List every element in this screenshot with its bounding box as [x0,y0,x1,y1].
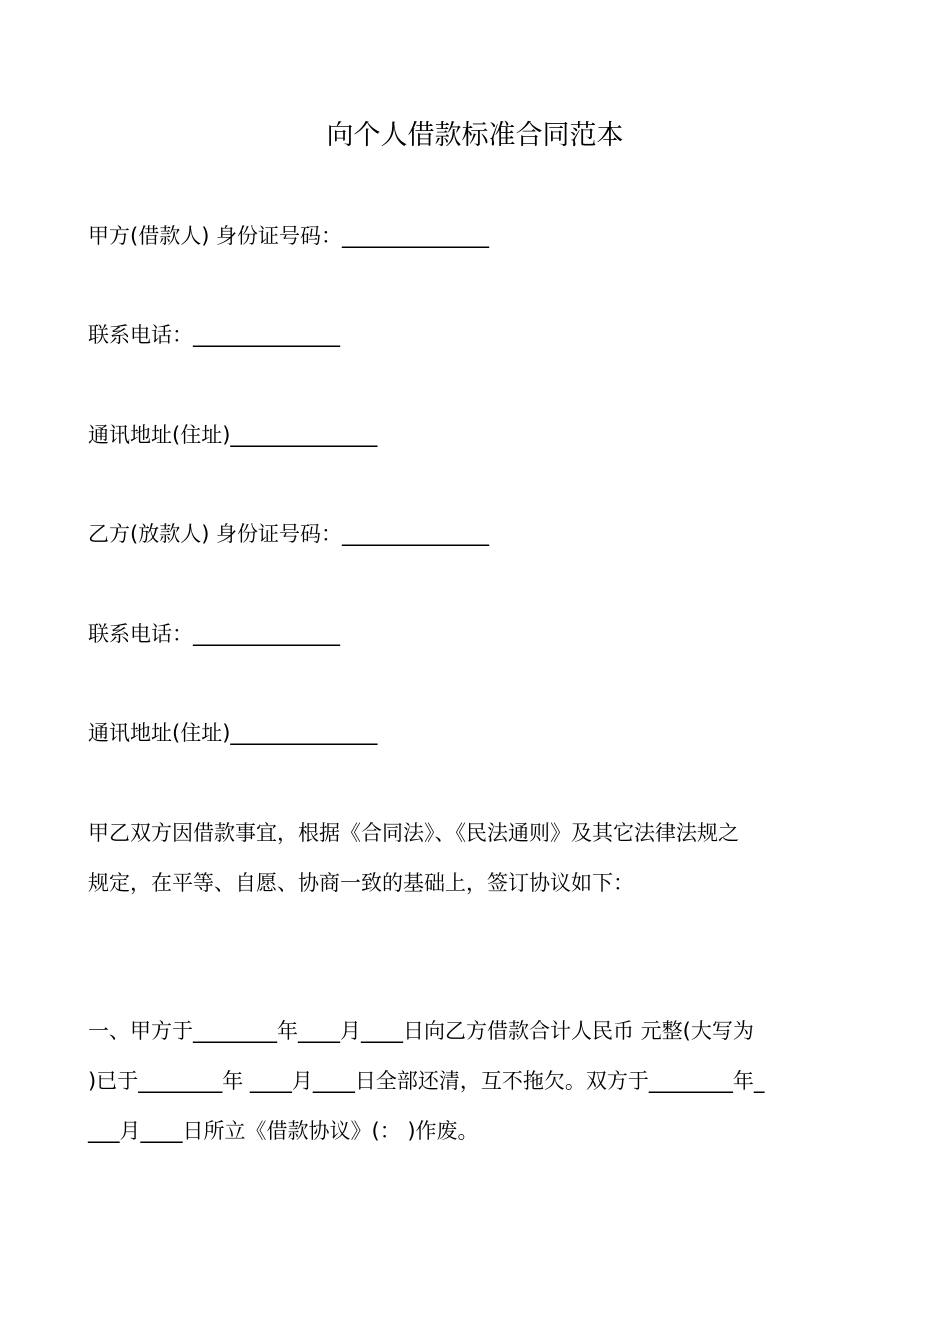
clause-1-line: ___月____日所立《借款协议》(： )作废。 [88,1119,479,1143]
party-b-phone-line: 联系电话：______________ [88,622,340,646]
party-b-id-line: 乙方(放款人) 身份证号码：______________ [88,522,490,546]
clause-1-line: )已于________年 ____月____日全部还清，互不拖欠。双方于________年_ [88,1069,765,1093]
party-a-phone-line: 联系电话：______________ [88,323,340,347]
party-a-address-line: 通讯地址(住址)______________ [88,423,378,447]
party-a-id-line: 甲方(借款人) 身份证号码：______________ [88,224,490,248]
document-title: 向个人借款标准合同范本 [326,120,624,151]
preamble-line: 甲乙双方因借款事宜，根据《合同法》、《民法通则》及其它法律法规之 [88,821,739,845]
party-b-address-line: 通讯地址(住址)______________ [88,721,378,745]
preamble-paragraph [88,817,866,917]
clause-1-line: 一、甲方于________年____月____日向乙方借款合计人民币 元整(大写为 [88,1019,754,1043]
clause-1-paragraph [88,1015,866,1165]
preamble-line: 规定，在平等、自愿、协商一致的基础上，签订协议如下： [88,871,634,895]
